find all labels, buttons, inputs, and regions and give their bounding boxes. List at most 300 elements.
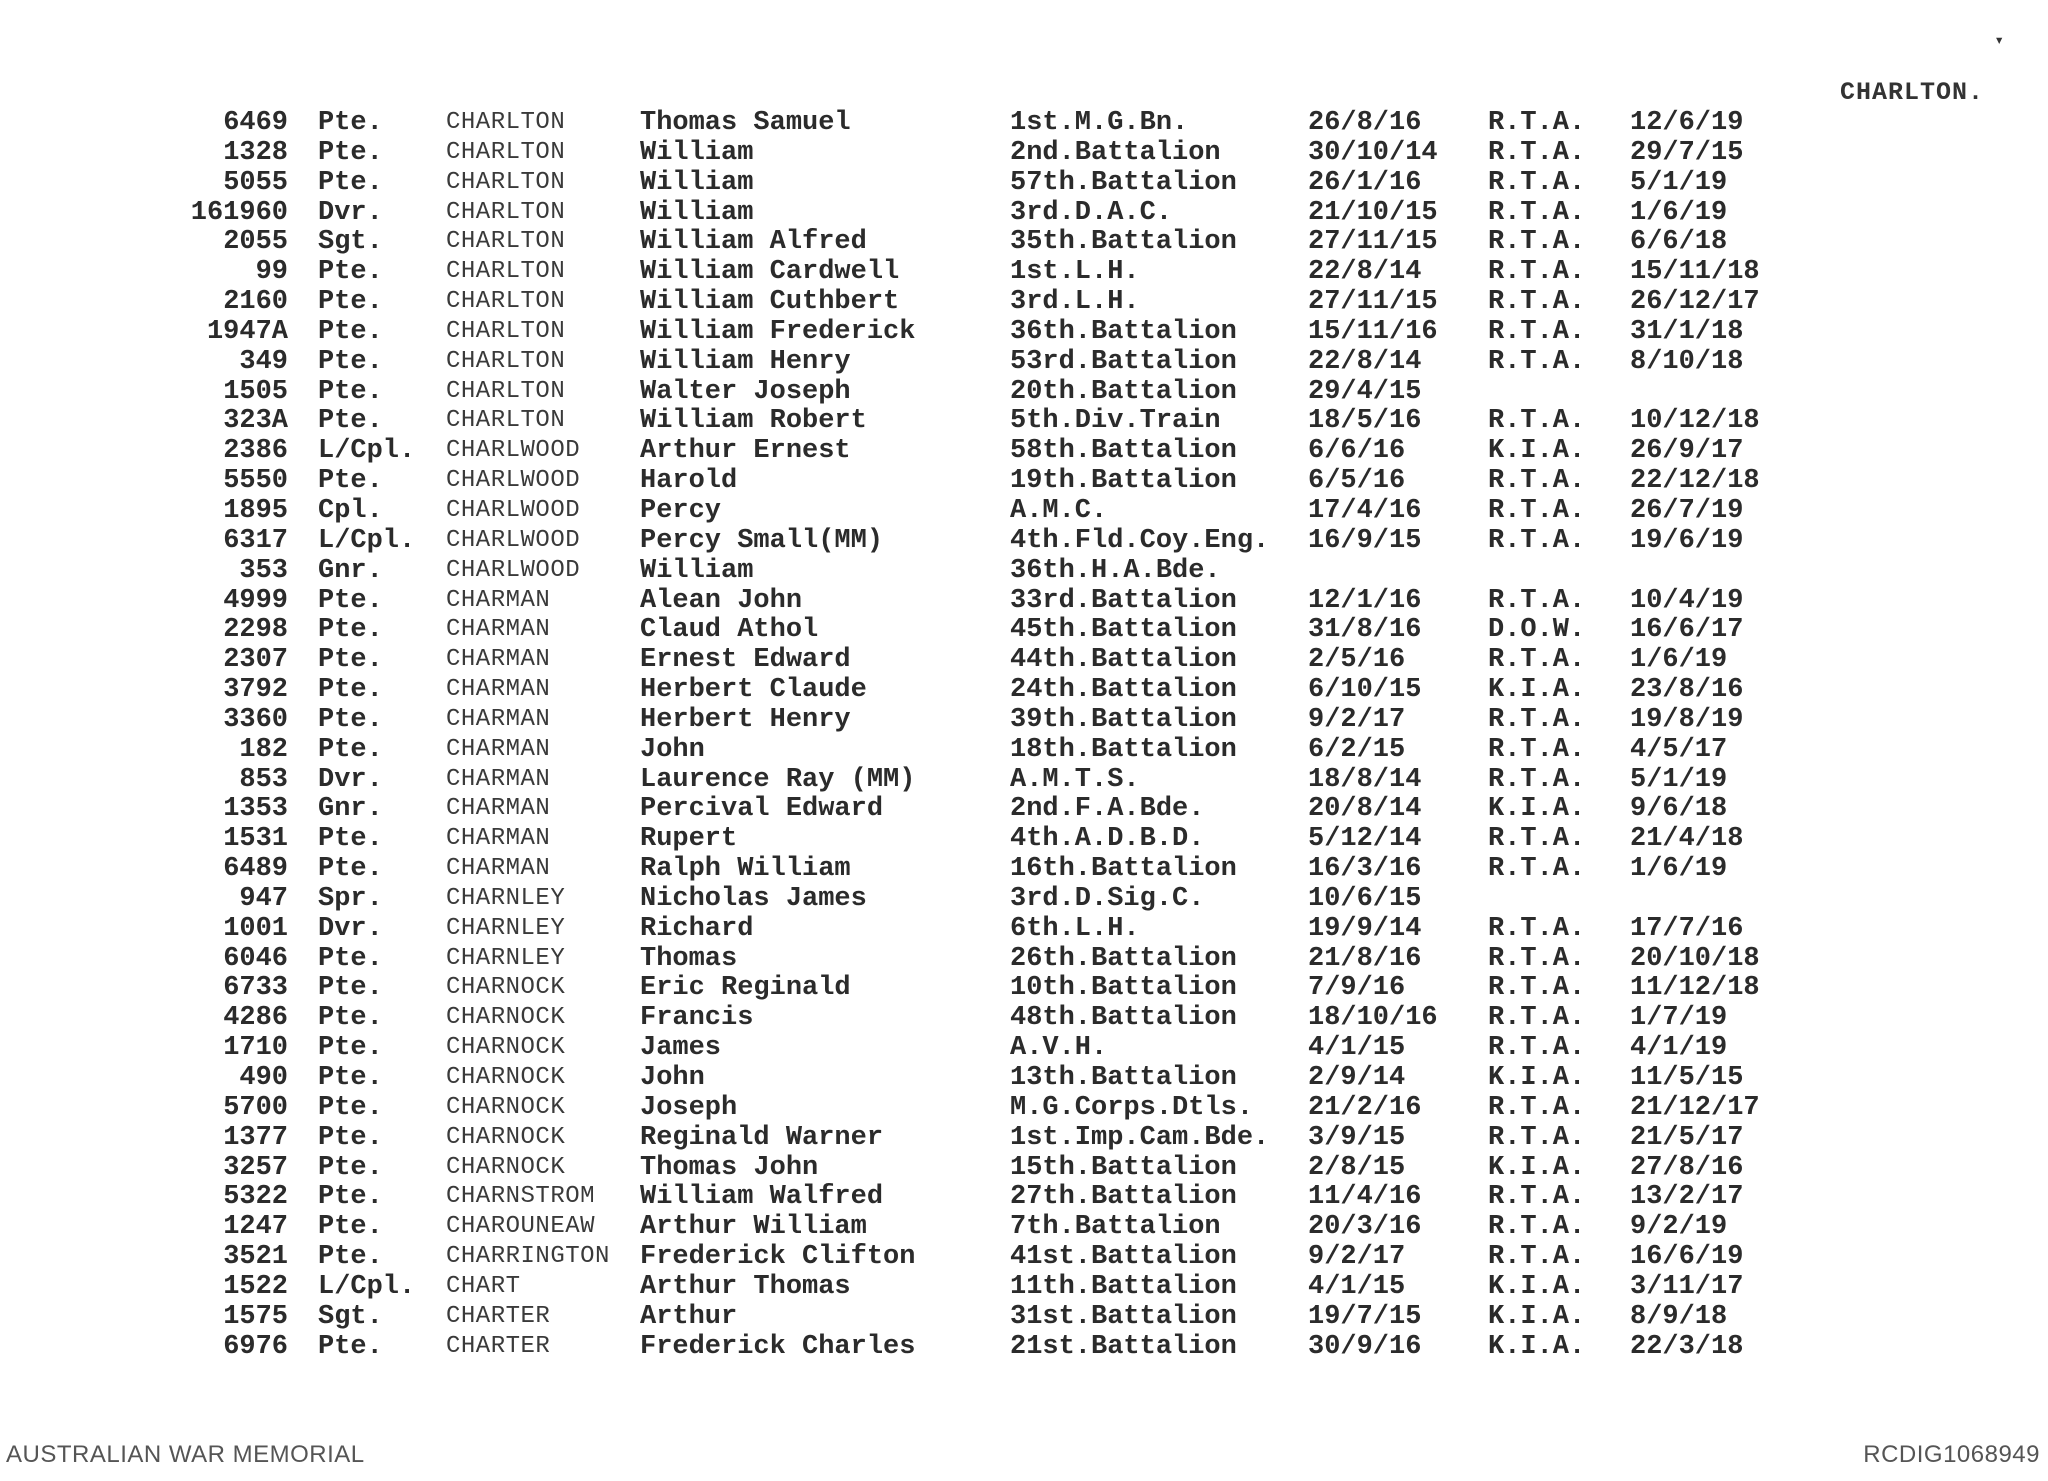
fate-date: 13/2/17 <box>1630 1182 1744 1213</box>
fate: R.T.A. <box>1488 197 1586 228</box>
service-number: 182 <box>239 734 288 765</box>
surname: CHARLWOOD <box>446 437 581 465</box>
fate-date: 5/1/19 <box>1630 167 1728 198</box>
surname: CHARNSTROM <box>446 1183 596 1211</box>
service-number: 1001 <box>223 913 288 944</box>
surname: CHARMAN <box>446 616 551 644</box>
given-names: Ralph William <box>640 854 851 885</box>
rank: Pte. <box>318 346 383 377</box>
roll-row <box>0 586 2048 616</box>
service-number: 853 <box>239 764 288 795</box>
fate-date: 10/4/19 <box>1630 585 1744 616</box>
enlistment-date: 26/1/16 <box>1308 167 1422 198</box>
enlistment-date: 4/1/15 <box>1308 1033 1406 1064</box>
unit: 3rd.D.A.C. <box>1010 197 1173 228</box>
fate: R.T.A. <box>1488 824 1586 855</box>
given-names: Claud Athol <box>640 615 819 646</box>
enlistment-date: 7/9/16 <box>1308 973 1406 1004</box>
unit: 1st.L.H. <box>1010 257 1140 288</box>
fate: R.T.A. <box>1488 734 1586 765</box>
surname: CHARMAN <box>446 825 551 853</box>
surname: CHARMAN <box>446 646 551 674</box>
rank: Sgt. <box>318 1301 383 1332</box>
fate-date: 9/2/19 <box>1630 1212 1728 1243</box>
rank: Cpl. <box>318 495 383 526</box>
enlistment-date: 9/2/17 <box>1308 1242 1406 1273</box>
fate-date: 11/5/15 <box>1630 1063 1744 1093</box>
fate-date: 26/9/17 <box>1630 436 1744 467</box>
enlistment-date: 2/8/15 <box>1308 1152 1406 1183</box>
given-names: John <box>640 1063 705 1093</box>
fate-date: 8/9/18 <box>1630 1301 1728 1332</box>
rank: Sgt. <box>318 227 383 258</box>
service-number: 2160 <box>223 287 288 318</box>
footer-record-id: RCDIG1068949 <box>1863 1441 2040 1468</box>
rank: Pte. <box>318 854 383 885</box>
rank: Pte. <box>318 1212 383 1243</box>
unit: A.V.H. <box>1010 1033 1108 1064</box>
fate-date: 9/6/18 <box>1630 794 1728 825</box>
surname: CHARMAN <box>446 586 551 614</box>
roll-row <box>0 1003 2048 1033</box>
service-number: 2386 <box>223 436 288 467</box>
service-number: 1328 <box>223 137 288 168</box>
service-number: 6317 <box>223 525 288 556</box>
enlistment-date: 21/10/15 <box>1308 197 1438 228</box>
surname: CHARLWOOD <box>446 556 581 584</box>
roll-row <box>0 1093 2048 1123</box>
given-names: Francis <box>640 1003 754 1034</box>
service-number: 2298 <box>223 615 288 646</box>
surname: CHARLTON <box>446 228 566 256</box>
service-number: 490 <box>239 1063 288 1093</box>
fate: R.T.A. <box>1488 1033 1586 1064</box>
service-number: 2055 <box>223 227 288 258</box>
enlistment-date: 11/4/16 <box>1308 1182 1422 1213</box>
enlistment-date: 20/8/14 <box>1308 794 1422 825</box>
enlistment-date: 6/6/16 <box>1308 436 1406 467</box>
roll-row <box>0 1242 2048 1272</box>
rank: Pte. <box>318 466 383 497</box>
fate: R.T.A. <box>1488 704 1586 735</box>
roll-row <box>0 615 2048 645</box>
fate: R.T.A. <box>1488 1212 1586 1243</box>
fate: K.I.A. <box>1488 675 1586 706</box>
enlistment-date: 22/8/14 <box>1308 346 1422 377</box>
fate: R.T.A. <box>1488 854 1586 885</box>
unit: 6th.L.H. <box>1010 913 1140 944</box>
fate-date: 8/10/18 <box>1630 346 1744 377</box>
surname: CHARNOCK <box>446 1153 566 1181</box>
service-number: 947 <box>239 883 288 914</box>
enlistment-date: 19/9/14 <box>1308 913 1422 944</box>
enlistment-date: 31/8/16 <box>1308 615 1422 646</box>
fate: R.T.A. <box>1488 257 1586 288</box>
fate-date: 15/11/18 <box>1630 257 1760 288</box>
given-names: Arthur <box>640 1301 738 1332</box>
fate-date: 1/6/19 <box>1630 854 1728 885</box>
unit: 36th.Battalion <box>1010 316 1237 347</box>
unit: 1st.Imp.Cam.Bde. <box>1010 1122 1270 1153</box>
surname: CHARLTON <box>446 288 566 316</box>
given-names: Rupert <box>640 824 738 855</box>
roll-row <box>0 884 2048 914</box>
service-number: 5550 <box>223 466 288 497</box>
surname: CHARLWOOD <box>446 467 581 495</box>
service-number: 1377 <box>223 1122 288 1153</box>
fate-date: 16/6/17 <box>1630 615 1744 646</box>
given-names: William <box>640 197 754 228</box>
fate: R.T.A. <box>1488 466 1586 497</box>
given-names: Ernest Edward <box>640 645 851 676</box>
roll-row <box>0 377 2048 407</box>
rank: Pte. <box>318 1122 383 1153</box>
unit: 48th.Battalion <box>1010 1003 1237 1034</box>
unit: 1st.M.G.Bn. <box>1010 108 1189 138</box>
corner-mark: ▾ <box>1994 32 2004 50</box>
given-names: William Walfred <box>640 1182 884 1213</box>
surname: CHARLWOOD <box>446 526 581 554</box>
fate-date: 16/6/19 <box>1630 1242 1744 1273</box>
fate: R.T.A. <box>1488 1003 1586 1034</box>
fate-date: 21/5/17 <box>1630 1122 1744 1153</box>
roll-row <box>0 765 2048 795</box>
roll-row <box>0 526 2048 556</box>
roll-row <box>0 1153 2048 1183</box>
given-names: Herbert Henry <box>640 704 851 735</box>
roll-row <box>0 1063 2048 1093</box>
given-names: William Henry <box>640 346 851 377</box>
service-number: 3360 <box>223 704 288 735</box>
rank: Pte. <box>318 1242 383 1273</box>
fate: K.I.A. <box>1488 436 1586 467</box>
rank: Dvr. <box>318 764 383 795</box>
surname: CHARLTON <box>446 258 566 286</box>
given-names: Herbert Claude <box>640 675 867 706</box>
rank: Pte. <box>318 973 383 1004</box>
fate-date: 23/8/16 <box>1630 675 1744 706</box>
rank: L/Cpl. <box>318 1271 416 1302</box>
fate-date: 19/6/19 <box>1630 525 1744 556</box>
unit: 57th.Battalion <box>1010 167 1237 198</box>
rank: Pte. <box>318 1331 383 1362</box>
fate-date: 20/10/18 <box>1630 943 1760 974</box>
roll-row <box>0 108 2048 138</box>
given-names: Harold <box>640 466 738 497</box>
enlistment-date: 27/11/15 <box>1308 227 1438 258</box>
fate: R.T.A. <box>1488 764 1586 795</box>
service-number: 3521 <box>223 1242 288 1273</box>
unit: 2nd.Battalion <box>1010 137 1221 168</box>
enlistment-date: 16/3/16 <box>1308 854 1422 885</box>
fate-date: 3/11/17 <box>1630 1271 1744 1302</box>
service-number: 99 <box>255 257 288 288</box>
fate-date: 27/8/16 <box>1630 1152 1744 1183</box>
surname: CHARNOCK <box>446 974 566 1002</box>
service-number: 1895 <box>223 495 288 526</box>
service-number: 5322 <box>223 1182 288 1213</box>
given-names: Thomas Samuel <box>640 108 851 138</box>
service-number: 1531 <box>223 824 288 855</box>
surname: CHARLTON <box>446 198 566 226</box>
enlistment-date: 18/8/14 <box>1308 764 1422 795</box>
given-names: Laurence Ray (MM) <box>640 764 916 795</box>
roll-row <box>0 914 2048 944</box>
given-names: Frederick Clifton <box>640 1242 916 1273</box>
rank: Pte. <box>318 257 383 288</box>
fate: R.T.A. <box>1488 287 1586 318</box>
enlistment-date: 18/10/16 <box>1308 1003 1438 1034</box>
enlistment-date: 3/9/15 <box>1308 1122 1406 1153</box>
fate: R.T.A. <box>1488 108 1586 138</box>
rank: Pte. <box>318 1033 383 1064</box>
fate: R.T.A. <box>1488 943 1586 974</box>
unit: 36th.H.A.Bde. <box>1010 555 1221 586</box>
footer-institution: AUSTRALIAN WAR MEMORIAL <box>6 1441 365 1468</box>
unit: 13th.Battalion <box>1010 1063 1237 1093</box>
enlistment-date: 18/5/16 <box>1308 406 1422 437</box>
roll-row <box>0 466 2048 496</box>
fate-date: 17/7/16 <box>1630 913 1744 944</box>
roll-row <box>0 436 2048 466</box>
enlistment-date: 15/11/16 <box>1308 316 1438 347</box>
unit: 16th.Battalion <box>1010 854 1237 885</box>
surname: CHARNLEY <box>446 884 566 912</box>
given-names: Frederick Charles <box>640 1331 916 1362</box>
enlistment-date: 5/12/14 <box>1308 824 1422 855</box>
surname: CHARLTON <box>446 109 566 136</box>
rank: Spr. <box>318 883 383 914</box>
enlistment-date: 20/3/16 <box>1308 1212 1422 1243</box>
rank: L/Cpl. <box>318 525 416 556</box>
fate-date: 26/12/17 <box>1630 287 1760 318</box>
roll-row <box>0 854 2048 884</box>
rank: Pte. <box>318 1182 383 1213</box>
surname: CHARNLEY <box>446 914 566 942</box>
roll-row <box>0 1272 2048 1302</box>
fate: R.T.A. <box>1488 913 1586 944</box>
rank: Pte. <box>318 1003 383 1034</box>
fate: K.I.A. <box>1488 1063 1586 1093</box>
rank: Pte. <box>318 316 383 347</box>
roll-row <box>0 675 2048 705</box>
service-number: 1505 <box>223 376 288 407</box>
fate-date: 22/12/18 <box>1630 466 1760 497</box>
enlistment-date: 27/11/15 <box>1308 287 1438 318</box>
fate: D.O.W. <box>1488 615 1586 646</box>
enlistment-date: 6/2/15 <box>1308 734 1406 765</box>
surname: CHARTER <box>446 1302 551 1330</box>
roll-row <box>0 257 2048 287</box>
unit: 15th.Battalion <box>1010 1152 1237 1183</box>
service-number: 3792 <box>223 675 288 706</box>
given-names: Thomas John <box>640 1152 819 1183</box>
given-names: Nicholas James <box>640 883 867 914</box>
surname: CHARMAN <box>446 765 551 793</box>
enlistment-date: 30/10/14 <box>1308 137 1438 168</box>
unit: 26th.Battalion <box>1010 943 1237 974</box>
surname: CHARRINGTON <box>446 1243 610 1271</box>
rank: Pte. <box>318 406 383 437</box>
rank: Pte. <box>318 734 383 765</box>
unit: 20th.Battalion <box>1010 376 1237 407</box>
service-number: 6469 <box>223 108 288 138</box>
rank: Pte. <box>318 824 383 855</box>
roll-row <box>0 227 2048 257</box>
fate: R.T.A. <box>1488 227 1586 258</box>
given-names: Percival Edward <box>640 794 884 825</box>
roll-row <box>0 138 2048 168</box>
fate: R.T.A. <box>1488 973 1586 1004</box>
fate: R.T.A. <box>1488 645 1586 676</box>
fate-date: 21/12/17 <box>1630 1092 1760 1123</box>
fate-date: 26/7/19 <box>1630 495 1744 526</box>
surname: CHARMAN <box>446 676 551 704</box>
surname: CHARLTON <box>446 168 566 196</box>
unit: 7th.Battalion <box>1010 1212 1221 1243</box>
given-names: Thomas <box>640 943 738 974</box>
enlistment-date: 2/9/14 <box>1308 1063 1406 1093</box>
enlistment-date: 16/9/15 <box>1308 525 1422 556</box>
rank: Gnr. <box>318 555 383 586</box>
service-number: 161960 <box>190 197 288 228</box>
given-names: Percy Small(MM) <box>640 525 884 556</box>
fate-date: 12/6/19 <box>1630 108 1744 138</box>
given-names: William Cardwell <box>640 257 900 288</box>
enlistment-date: 17/4/16 <box>1308 495 1422 526</box>
fate: K.I.A. <box>1488 1301 1586 1332</box>
surname: CHARMAN <box>446 855 551 883</box>
unit: 2nd.F.A.Bde. <box>1010 794 1205 825</box>
enlistment-date: 26/8/16 <box>1308 108 1422 138</box>
enlistment-date: 9/2/17 <box>1308 704 1406 735</box>
nominal-roll-list <box>0 108 2048 1361</box>
unit: 11th.Battalion <box>1010 1271 1237 1302</box>
roll-row <box>0 944 2048 974</box>
unit: 33rd.Battalion <box>1010 585 1237 616</box>
unit: 4th.Fld.Coy.Eng. <box>1010 525 1270 556</box>
fate: K.I.A. <box>1488 794 1586 825</box>
unit: 19th.Battalion <box>1010 466 1237 497</box>
fate-date: 6/6/18 <box>1630 227 1728 258</box>
fate: K.I.A. <box>1488 1152 1586 1183</box>
service-number: 1522 <box>223 1271 288 1302</box>
fate: R.T.A. <box>1488 1182 1586 1213</box>
given-names: Arthur Ernest <box>640 436 851 467</box>
unit: 44th.Battalion <box>1010 645 1237 676</box>
service-number: 323A <box>223 406 288 437</box>
service-number: 1575 <box>223 1301 288 1332</box>
rank: Pte. <box>318 137 383 168</box>
fate: K.I.A. <box>1488 1331 1586 1362</box>
surname: CHARLWOOD <box>446 496 581 524</box>
surname: CHART <box>446 1272 521 1300</box>
service-number: 2307 <box>223 645 288 676</box>
enlistment-date: 6/5/16 <box>1308 466 1406 497</box>
unit: 35th.Battalion <box>1010 227 1237 258</box>
surname: CHARTER <box>446 1332 551 1360</box>
roll-row <box>0 824 2048 854</box>
fate-date: 10/12/18 <box>1630 406 1760 437</box>
roll-row <box>0 287 2048 317</box>
surname: CHARMAN <box>446 705 551 733</box>
rank: Pte. <box>318 1152 383 1183</box>
fate: R.T.A. <box>1488 137 1586 168</box>
fate-date: 22/3/18 <box>1630 1331 1744 1362</box>
roll-row <box>0 317 2048 347</box>
enlistment-date: 12/1/16 <box>1308 585 1422 616</box>
fate-date: 11/12/18 <box>1630 973 1760 1004</box>
given-names: William Alfred <box>640 227 867 258</box>
fate-date: 1/6/19 <box>1630 197 1728 228</box>
surname: CHARLTON <box>446 317 566 345</box>
enlistment-date: 30/9/16 <box>1308 1331 1422 1362</box>
service-number: 1710 <box>223 1033 288 1064</box>
given-names: Alean John <box>640 585 803 616</box>
enlistment-date: 2/5/16 <box>1308 645 1406 676</box>
given-names: Walter Joseph <box>640 376 851 407</box>
fate: K.I.A. <box>1488 1271 1586 1302</box>
given-names: Reginald Warner <box>640 1122 884 1153</box>
enlistment-date: 10/6/15 <box>1308 883 1422 914</box>
unit: 3rd.D.Sig.C. <box>1010 883 1205 914</box>
given-names: William Frederick <box>640 316 916 347</box>
fate: R.T.A. <box>1488 525 1586 556</box>
rank: Pte. <box>318 1063 383 1093</box>
rank: Pte. <box>318 585 383 616</box>
roll-row <box>0 168 2048 198</box>
fate-date: 29/7/15 <box>1630 137 1744 168</box>
fate-date: 21/4/18 <box>1630 824 1744 855</box>
service-number: 1353 <box>223 794 288 825</box>
roll-row <box>0 1212 2048 1242</box>
service-number: 6046 <box>223 943 288 974</box>
rank: Pte. <box>318 943 383 974</box>
surname: CHARLTON <box>446 138 566 166</box>
enlistment-date: 22/8/14 <box>1308 257 1422 288</box>
rank: Pte. <box>318 287 383 318</box>
enlistment-date: 29/4/15 <box>1308 376 1422 407</box>
given-names: William <box>640 167 754 198</box>
unit: M.G.Corps.Dtls. <box>1010 1092 1254 1123</box>
surname: CHARNOCK <box>446 1064 566 1091</box>
given-names: William <box>640 137 754 168</box>
rank: Pte. <box>318 376 383 407</box>
fate-date: 4/5/17 <box>1630 734 1728 765</box>
fate-date: 4/1/19 <box>1630 1033 1728 1064</box>
fate-date: 19/8/19 <box>1630 704 1744 735</box>
fate: R.T.A. <box>1488 1242 1586 1273</box>
fate: R.T.A. <box>1488 1122 1586 1153</box>
enlistment-date: 21/8/16 <box>1308 943 1422 974</box>
fate: R.T.A. <box>1488 585 1586 616</box>
surname: CHARLTON <box>446 407 566 435</box>
given-names: William <box>640 555 754 586</box>
rank: Dvr. <box>318 197 383 228</box>
roll-row <box>0 496 2048 526</box>
fate-date: 31/1/18 <box>1630 316 1744 347</box>
given-names: Eric Reginald <box>640 973 851 1004</box>
surname: CHARNOCK <box>446 1093 566 1121</box>
given-names: William Cuthbert <box>640 287 900 318</box>
service-number: 4286 <box>223 1003 288 1034</box>
roll-row <box>0 973 2048 1003</box>
rank: L/Cpl. <box>318 436 416 467</box>
unit: 10th.Battalion <box>1010 973 1237 1004</box>
fate-date: 1/6/19 <box>1630 645 1728 676</box>
rank: Pte. <box>318 704 383 735</box>
roll-row <box>0 705 2048 735</box>
